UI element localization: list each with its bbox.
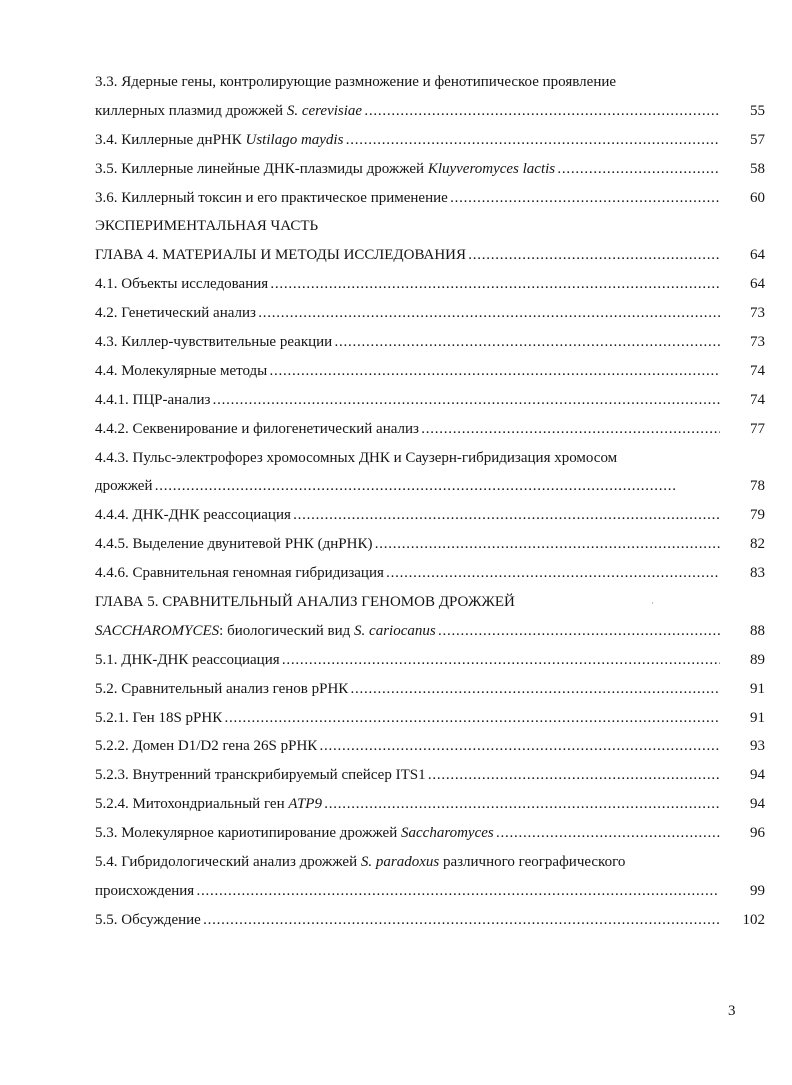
toc-entry-title: 3.5. Киллерные линейные ДНК-плазмиды дрожжей Kluyveromyces lactis . . . — [95, 155, 720, 184]
toc-entry[interactable] — [95, 530, 765, 559]
toc-entry[interactable] — [95, 126, 765, 155]
toc-page-number: 99 — [750, 882, 765, 899]
toc-page-number: 94 — [750, 767, 765, 784]
toc-entry-title: 4.4.6. Сравнительная геномная гибридизация . . . — [95, 559, 720, 588]
toc-page-number: 55 — [750, 102, 765, 119]
toc-entry[interactable] — [95, 241, 765, 270]
toc-entry-title: 4.4.4. ДНК-ДНК реассоциация . . . — [95, 501, 720, 530]
toc-entry-title: ГЛАВА 4. МАТЕРИАЛЫ И МЕТОДЫ ИССЛЕДОВАНИЯ . . . — [95, 241, 720, 270]
toc-page-number: 64 — [750, 276, 765, 293]
toc-entry-line — [95, 68, 765, 97]
toc-entry[interactable] — [95, 386, 765, 415]
toc-section-heading — [95, 212, 765, 241]
toc-entry[interactable] — [95, 184, 765, 213]
section-heading-text: ЭКСПЕРИМЕНТАЛЬНАЯ ЧАСТЬ — [95, 218, 319, 235]
toc-entry[interactable] — [95, 328, 765, 357]
toc-page-number: 88 — [750, 622, 765, 639]
toc-page-number: 96 — [750, 825, 765, 842]
toc-page-number: 74 — [750, 362, 765, 379]
toc-entry-title: 5.2. Сравнительный анализ генов рРНК . . . — [95, 675, 720, 704]
toc-page-number: 89 — [750, 651, 765, 668]
toc-entry-title: 5.2.1. Ген 18S рРНК . . . — [95, 704, 720, 733]
toc-entry-title: 4.4.3. Пульс-электрофорез хромосомных ДНК и Саузерн-гибридизация хромосом — [95, 449, 618, 466]
toc-entry[interactable] — [95, 761, 765, 790]
toc-entry-title: 4.1. Объекты исследования . . . — [95, 270, 720, 299]
toc-entry[interactable] — [95, 559, 765, 588]
toc-page-number: 79 — [750, 507, 765, 524]
toc-entry-line — [95, 444, 765, 473]
toc-page-number: 91 — [750, 709, 765, 726]
toc-entry-title: 3.6. Киллерный токсин и его практическое применение . . . — [95, 184, 720, 213]
toc-page-number: 57 — [750, 131, 765, 148]
toc-entry-title: 5.4. Гибридологический анализ дрожжей S. paradoxus различного географического — [95, 854, 626, 871]
toc-page-number: 60 — [750, 189, 765, 206]
toc-entry-title: 5.1. ДНК-ДНК реассоциация . . . — [95, 646, 720, 675]
toc-page-number: 91 — [750, 680, 765, 697]
toc-entry[interactable] — [95, 790, 765, 819]
toc-page-number: 83 — [750, 565, 765, 582]
toc-entry-title: 3.3. Ядерные гены, контролирующие размножение и фенотипическое проявление — [95, 74, 617, 90]
toc-entry[interactable] — [95, 819, 765, 848]
toc-entry-title: 4.4.2. Секвенирование и филогенетический анализ . . . — [95, 415, 720, 444]
toc-entry-title: дрожжей . . . — [95, 472, 720, 501]
toc-page-number: 73 — [750, 305, 765, 322]
toc-entry[interactable] — [95, 906, 765, 935]
toc-entry-title: 5.3. Молекулярное кариотипирование дрожжей Saccharomyces . . . — [95, 819, 720, 848]
toc-entry[interactable] — [95, 472, 765, 501]
toc-page-number: 78 — [750, 478, 765, 495]
toc-entry[interactable] — [95, 415, 765, 444]
toc-entry[interactable] — [95, 617, 765, 646]
toc-entry[interactable] — [95, 299, 765, 328]
toc-entry-title: 4.4. Молекулярные методы . . . — [95, 357, 720, 386]
toc-entry[interactable] — [95, 97, 765, 126]
toc-page-number: 82 — [750, 536, 765, 553]
toc-entry-title: 4.2. Генетический анализ . . . — [95, 299, 720, 328]
toc-entry[interactable] — [95, 675, 765, 704]
toc-entry-title: SACCHAROMYCES: биологический вид S. cariocanus . . . — [95, 617, 720, 646]
toc-entry-title: 4.4.5. Выделение двунитевой РНК (днРНК) . . . — [95, 530, 720, 559]
toc-entry[interactable] — [95, 877, 765, 906]
toc-entry[interactable] — [95, 704, 765, 733]
toc-entry-title: 3.4. Киллерные днРНК Ustilago maydis . . . — [95, 126, 720, 155]
toc-entry[interactable] — [95, 155, 765, 184]
toc-page-number: 74 — [750, 391, 765, 408]
toc-page-number: 102 — [742, 911, 765, 928]
toc-entry-title: 4.3. Киллер-чувствительные реакции . . . — [95, 328, 720, 357]
toc-entry-title: киллерных плазмид дрожжей S. cerevisiae . . . — [95, 97, 720, 126]
toc-entry[interactable] — [95, 732, 765, 761]
toc-page-number: 93 — [750, 738, 765, 755]
toc-entry-title: происхождения . . . — [95, 877, 720, 906]
toc-page-number: 77 — [750, 420, 765, 437]
toc-entry[interactable] — [95, 270, 765, 299]
toc-page-number: 64 — [750, 247, 765, 264]
toc-entry-line — [95, 588, 765, 617]
toc-entry-title: 5.5. Обсуждение . . . — [95, 906, 720, 935]
toc-page-number: 94 — [750, 796, 765, 813]
toc-entry[interactable] — [95, 646, 765, 675]
toc-entry-title: 4.4.1. ПЦР-анализ . . . — [95, 386, 720, 415]
toc-page-number: 73 — [750, 334, 765, 351]
page-number: 3 — [728, 1003, 736, 1019]
toc-entry-title: 5.2.3. Внутренний транскрибируемый спейсер ITS1 . . . — [95, 761, 720, 790]
toc-page-number: 58 — [750, 160, 765, 177]
toc-entry[interactable] — [95, 357, 765, 386]
toc-entry-line — [95, 848, 765, 877]
toc-entry[interactable] — [95, 501, 765, 530]
toc-entry-title: ГЛАВА 5. СРАВНИТЕЛЬНЫЙ АНАЛИЗ ГЕНОМОВ ДРОЖЖЕЙ — [95, 594, 515, 611]
table-of-contents — [95, 68, 765, 935]
toc-entry-title: 5.2.4. Митохондриальный ген ATP9 . . . — [95, 790, 720, 819]
toc-entry-title: 5.2.2. Домен D1/D2 гена 26S рРНК . . . — [95, 732, 720, 761]
scan-speck: · — [651, 598, 654, 608]
